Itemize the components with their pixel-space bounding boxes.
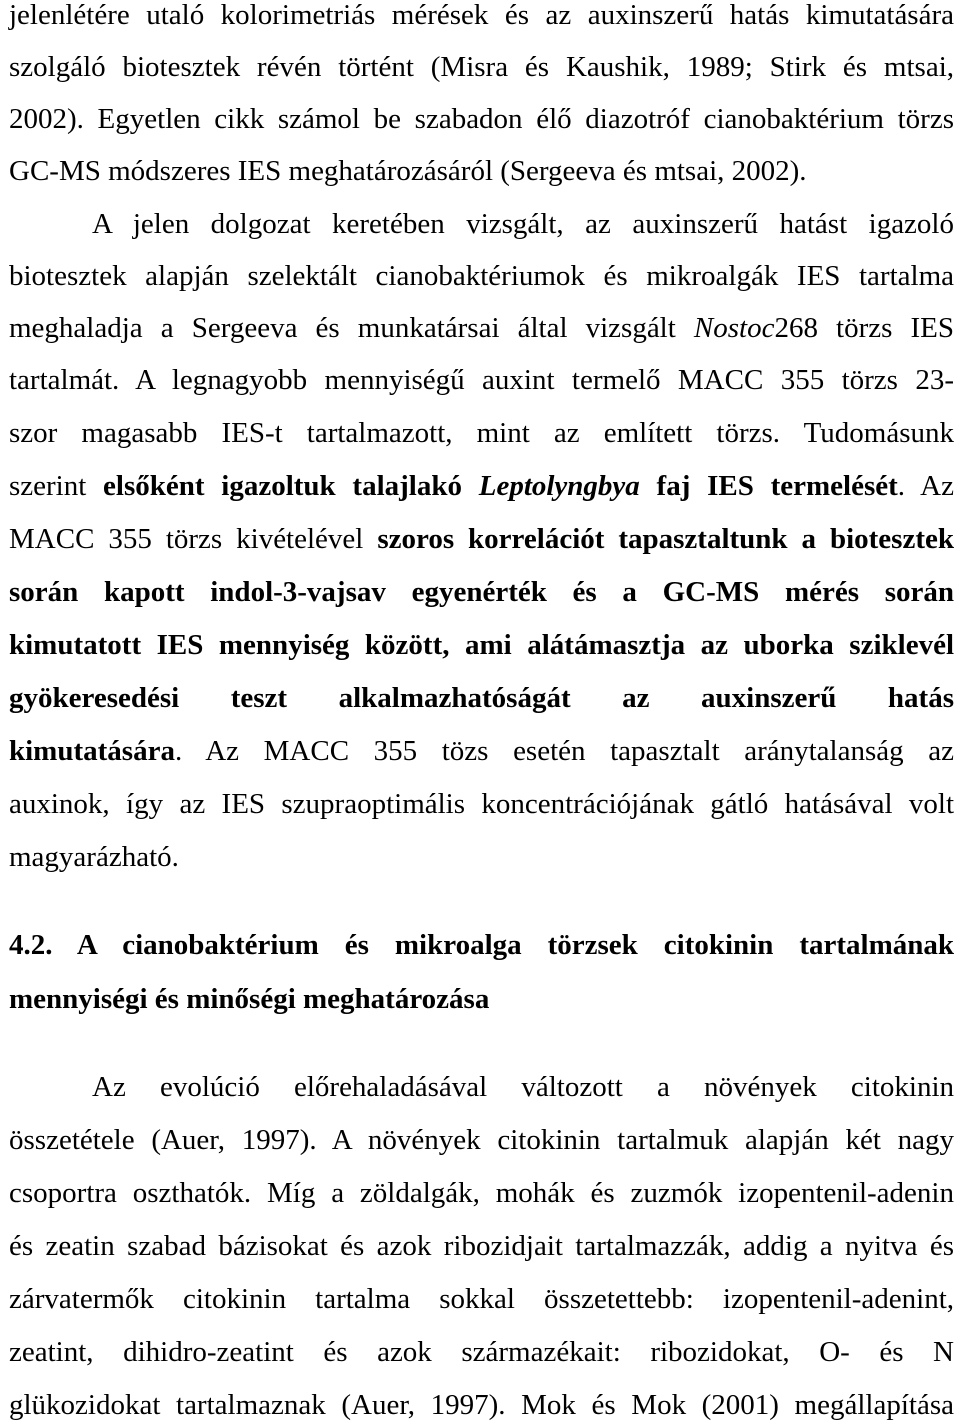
text-line: és zeatin szabad bázisokat és azok ribozidjait tartalmazzák, addig a nyitva és [9, 1230, 954, 1262]
species-name-nostoc: Nostoc [693, 312, 775, 344]
species-name-leptolyngbya: Leptolyngbya [478, 470, 640, 502]
text-line: zeatint, dihidro-zeatint és azok származékait: ribozidokat, O- és N [9, 1336, 954, 1368]
bold-finding: kimutatására [9, 735, 175, 767]
text-line: jelenlétére utaló kolorimetriás mérések és az auxinszerű hatás kimutatására [9, 0, 954, 31]
text-line: kimutatására. Az MACC 355 tözs esetén tapasztalt aránytalanság az [9, 735, 954, 767]
heading-line: 4.2. A cianobaktérium és mikroalga törzsek citokinin tartalmának [9, 929, 954, 961]
text-line-bold: kimutatott IES mennyiség között, ami alátámasztja az uborka sziklevél [9, 629, 954, 661]
text-line: biotesztek alapján szelektált cianobaktériumok és mikroalgák IES tartalma [9, 260, 954, 292]
text-line: csoportra oszthatók. Míg a zöldalgák, mohák és zuzmók izopentenil-adenin [9, 1177, 954, 1209]
bold-finding: elsőként igazoltuk talajlakó [103, 470, 479, 502]
text-line: zárvatermők citokinin tartalma sokkal összetettebb: izopentenil-adenint, [9, 1283, 954, 1315]
text-line: 2002). Egyetlen cikk számol be szabadon élő diazotróf cianobaktérium törzs [9, 103, 954, 135]
text-line: meghaladja a Sergeeva és munkatársai által vizsgált Nostoc268 törzs IES [9, 312, 954, 344]
text-line: tartalmát. A legnagyobb mennyiségű auxint termelő MACC 355 törzs 23- [9, 364, 954, 396]
text-line: magyarázható. [9, 841, 179, 873]
bold-finding: faj IES termelését [639, 470, 898, 502]
text-line: szerint elsőként igazoltuk talajlakó Leptolyngbya faj IES termelését. Az [9, 470, 954, 502]
text-line: MACC 355 törzs kivételével szoros korrelációt tapasztaltunk a biotesztek [9, 523, 954, 555]
text-line-bold: gyökeresedési teszt alkalmazhatóságát az auxinszerű hatás [9, 682, 954, 714]
text-line: szolgáló biotesztek révén történt (Misra és Kaushik, 1989; Stirk és mtsai, [9, 51, 954, 83]
text-line: GC-MS módszeres IES meghatározásáról (Sergeeva és mtsai, 2002). [9, 155, 807, 187]
heading-line: mennyiségi és minőségi meghatározása [9, 983, 490, 1015]
text-line: Az evolúció előrehaladásával változott a növények citokinin [92, 1071, 954, 1103]
text-line: A jelen dolgozat keretében vizsgált, az auxinszerű hatást igazoló [92, 208, 954, 240]
text-line: glükozidokat tartalmaznak (Auer, 1997). Mok és Mok (2001) megállapítása [9, 1389, 954, 1421]
bold-finding: szoros korrelációt tapasztaltunk a biotesztek [377, 523, 954, 555]
text-line: szor magasabb IES-t tartalmazott, mint az említett törzs. Tudomásunk [9, 417, 954, 449]
text-line: auxinok, így az IES szupraoptimális koncentrációjának gátló hatásával volt [9, 788, 954, 820]
text-line: összetétele (Auer, 1997). A növények citokinin tartalmuk alapján két nagy [9, 1124, 954, 1156]
text-line-bold: során kapott indol-3-vajsav egyenérték és a GC-MS mérés során [9, 576, 954, 608]
